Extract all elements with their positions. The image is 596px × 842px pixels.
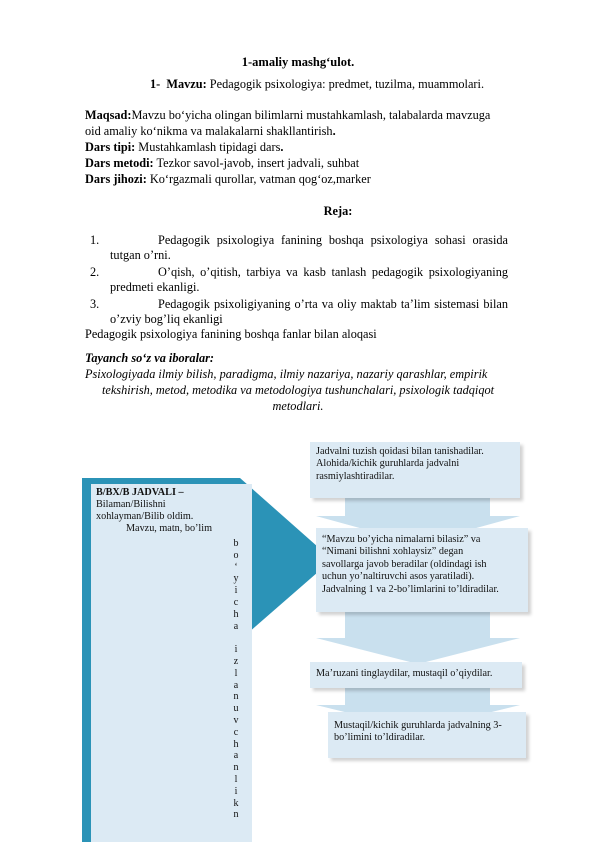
tayanch-line-2: tekshirish, metod, metodika va metodologiya tushunchalari, psixologik tadqiqot bbox=[101, 383, 495, 397]
reja-number: 3. bbox=[90, 297, 100, 311]
vertical-letter: l bbox=[234, 773, 238, 785]
maqsad-end: . bbox=[332, 124, 336, 138]
vertical-letter: o bbox=[233, 549, 239, 561]
vertical-letter: l bbox=[234, 667, 238, 679]
left-panel-shape bbox=[91, 484, 240, 842]
vertical-letter: a bbox=[233, 750, 239, 762]
vertical-letter: b bbox=[233, 538, 239, 549]
flow-step-1 bbox=[310, 442, 520, 498]
reja-item-continuation: o’zviy bog’liq ekanligi bbox=[110, 312, 223, 326]
dars-tipi-label: Dars tipi: bbox=[85, 140, 136, 154]
dars-jihozi-text: Ko‘rgazmali qurollar, vatman qog‘oz,marker bbox=[146, 172, 371, 186]
vertical-letter: n bbox=[233, 809, 239, 821]
flow-step-4 bbox=[328, 712, 526, 758]
vertical-letter: k bbox=[233, 797, 239, 809]
reja-item-continuation: tutgan o’rni. bbox=[110, 248, 171, 262]
flow-step-line: “Nimani bilishni xohlaysiz” degan bbox=[322, 546, 464, 558]
reja-number: 2. bbox=[90, 265, 100, 279]
topic-text: Pedagogik psixologiya: predmet, tuzilma, muammolari. bbox=[206, 77, 485, 91]
vertical-letter: z bbox=[233, 655, 239, 667]
flow-step-3 bbox=[310, 662, 522, 688]
vertical-letter: i bbox=[234, 585, 238, 597]
dars-jihozi-label: Dars jihozi: bbox=[85, 172, 147, 186]
dars-metodi-text: Tezkor savol-javob, insert jadvali, suhbat bbox=[153, 156, 360, 170]
vertical-letter: ‘ bbox=[234, 561, 238, 573]
maqsad-text-1: Mavzu bo‘yicha olingan bilimlarni mustahkamlash, talabalarda mavzuga bbox=[131, 108, 491, 122]
vertical-letter: c bbox=[233, 726, 239, 738]
left-panel-line: Bilaman/Bilishni bbox=[96, 499, 166, 510]
down-arrow-shape bbox=[316, 612, 520, 664]
vertical-letter: v bbox=[233, 714, 239, 726]
vertical-letter: h bbox=[233, 738, 239, 750]
vertical-letter: n bbox=[233, 762, 239, 774]
reja-item-text: Pedagogik psixoligiyaning o’rta va oliy maktab ta’lim sistemasi bilan bbox=[158, 297, 508, 311]
vertical-text bbox=[230, 538, 242, 821]
flow-step-line: Jadvalni tuzish qoidasi bilan tanishadilar. bbox=[316, 446, 484, 457]
left-panel-line: xohlayman/Bilib oldim. bbox=[96, 511, 194, 522]
vertical-letter: a bbox=[233, 620, 239, 632]
vertical-letter: a bbox=[233, 679, 239, 691]
tayanch-line-1: Psixologiyada ilmiy bilish, paradigma, ilmiy nazariya, nazariy qarashlar, empirik bbox=[85, 367, 488, 381]
vertical-letter: h bbox=[233, 608, 239, 620]
flow-step-line: Ma’ruzani tinglaydilar, mustaqil o’qiydilar. bbox=[316, 668, 493, 679]
flow-step-line: uchun yo’naltiruvchi asos yaratiladi). bbox=[322, 571, 475, 583]
left-panel-title: B/BX/B JADVALI – bbox=[96, 487, 184, 498]
flow-step-2 bbox=[316, 528, 528, 612]
flow-step-line: rasmiylashtiradilar. bbox=[316, 470, 395, 482]
flow-step-line: Jadvalning 1 va 2-bo’limlarini to’ldiradilar. bbox=[322, 583, 499, 595]
topic-label: Mavzu: bbox=[166, 77, 207, 91]
tayanch-title: Tayanch so‘z va iboralar: bbox=[85, 351, 215, 365]
left-panel-line: Mavzu, matn, bo’lim bbox=[126, 523, 213, 534]
reja-item-continuation: predmeti ekanligi. bbox=[110, 280, 200, 294]
reja-item-text: Pedagogik psixologiya fanining boshqa psixologiya sohasi orasida bbox=[158, 233, 508, 247]
vertical-letter bbox=[230, 632, 242, 644]
tayanch-line-3: metodlari. bbox=[272, 399, 324, 413]
topic-number: 1- bbox=[150, 77, 161, 91]
dars-metodi-label: Dars metodi: bbox=[85, 156, 154, 170]
flow-step-line: Mustaqil/kichik guruhlarda jadvalning 3- bbox=[334, 720, 502, 731]
extra-line: Pedagogik psixologiya fanining boshqa fanlar bilan aloqasi bbox=[85, 327, 377, 341]
reja-number: 1. bbox=[90, 233, 100, 247]
vertical-letter: i bbox=[234, 644, 238, 656]
reja-title: Reja: bbox=[323, 204, 353, 218]
page-title: 1-amaliy mashg‘ulot. bbox=[241, 55, 355, 69]
dars-tipi-end: . bbox=[280, 140, 284, 154]
vertical-letter: c bbox=[233, 596, 239, 608]
vertical-letter: y bbox=[233, 573, 239, 585]
maqsad-label: Maqsad: bbox=[85, 108, 132, 122]
flow-step-line: savollarga javob beradilar (oldindagi ish bbox=[322, 558, 487, 570]
flow-step-line: “Mavzu bo’yicha nimalarni bilasiz” va bbox=[322, 534, 481, 545]
dars-tipi-text: Mustahkamlash tipidagi dars bbox=[135, 140, 281, 154]
vertical-letter: n bbox=[233, 691, 239, 703]
vertical-letter: i bbox=[234, 785, 238, 797]
maqsad-text-2: oid amaliy ko‘nikma va malakalarni shakllantirish bbox=[85, 124, 333, 138]
flow-step-line: bo’limini to’ldiradilar. bbox=[334, 732, 426, 744]
flow-step-line: Alohida/kichik guruhlarda jadvalni bbox=[316, 458, 460, 470]
reja-item-text: O’qish, o’qitish, tarbiya va kasb tanlash pedagogik psixologiyaning bbox=[158, 265, 508, 279]
vertical-letter: u bbox=[233, 703, 239, 715]
